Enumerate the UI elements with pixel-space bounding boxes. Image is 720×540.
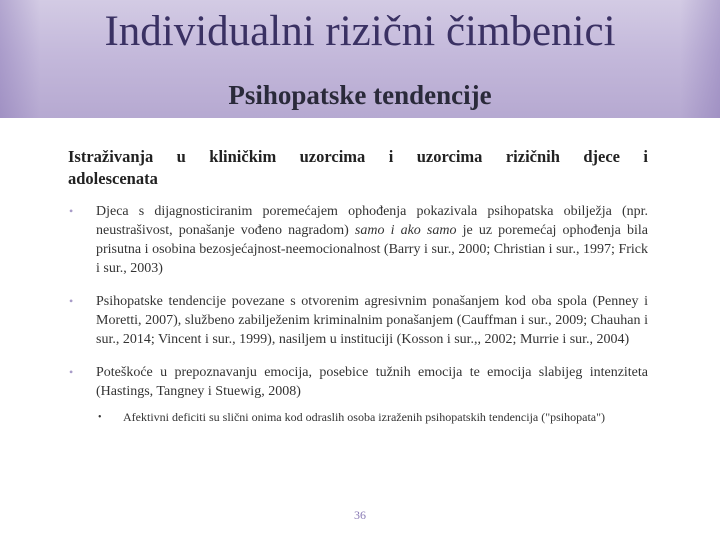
bullet-item-2 <box>68 292 648 349</box>
title-band <box>0 0 720 118</box>
bullet-list <box>68 202 648 401</box>
bullet-dot-icon: • <box>69 294 74 308</box>
bullet-text-2: Psihopatske tendencije povezane s otvorenim agresivnim ponašanjem kod oba spola (Penney i Moretti, 2007), službeno zabilježenim kriminalnim ponašanjem (Cauffman i sur., 2009; Chauhan i sur., 2014; Vincent i sur., 1999), nasiljem u instituciji (Kosson i sur.,, 2002; Murrie i sur., 2004) <box>96 294 648 347</box>
bullet-dot-icon: • <box>69 204 74 218</box>
sub-bullet-dot-icon: • <box>98 412 102 423</box>
sub-bullet-item <box>68 409 648 426</box>
bullet-item-1 <box>68 202 648 278</box>
sub-bullet-text: Afektivni deficiti su slični onima kod odraslih osoba izraženih psihopatskih tendencija ("psihopata") <box>123 410 606 424</box>
bullet-text-1a: Djeca s dijagnosticiranim poremećajem ophođenja pokazivala psihopatska obilježja (npr. neustrašivost, ponašanje vođeno nagradom) <box>96 204 648 238</box>
intro-line-1: Istraživanja u kliničkim uzorcima i uzorcima rizičnih djece i <box>68 147 648 166</box>
slide-title: Individualni rizični čimbenici <box>104 8 616 55</box>
bullet-text-3: Poteškoće u prepoznavanju emocija, posebice tužnih emocija te emocija slabijeg intenziteta (Hastings, Tangney i Stuewig, 2008) <box>96 365 648 399</box>
bullet-dot-icon: • <box>69 365 74 379</box>
slide-content <box>68 146 648 426</box>
page-number: 36 <box>354 508 366 522</box>
bullet-emphasis: samo i ako samo <box>354 223 457 238</box>
intro-line-2: adolescenata <box>68 169 158 188</box>
bullet-text-1b: je uz poremećaj ophođenja bila prisutna i osobina bezosjećajnost-neemocionalnost (Barry i sur., 2000; Christian i sur., 1997; Frick i sur., 2003) <box>96 223 648 276</box>
slide-subtitle: Psihopatske tendencije <box>228 80 492 110</box>
bullet-item-3 <box>68 363 648 401</box>
intro-heading <box>68 146 648 190</box>
